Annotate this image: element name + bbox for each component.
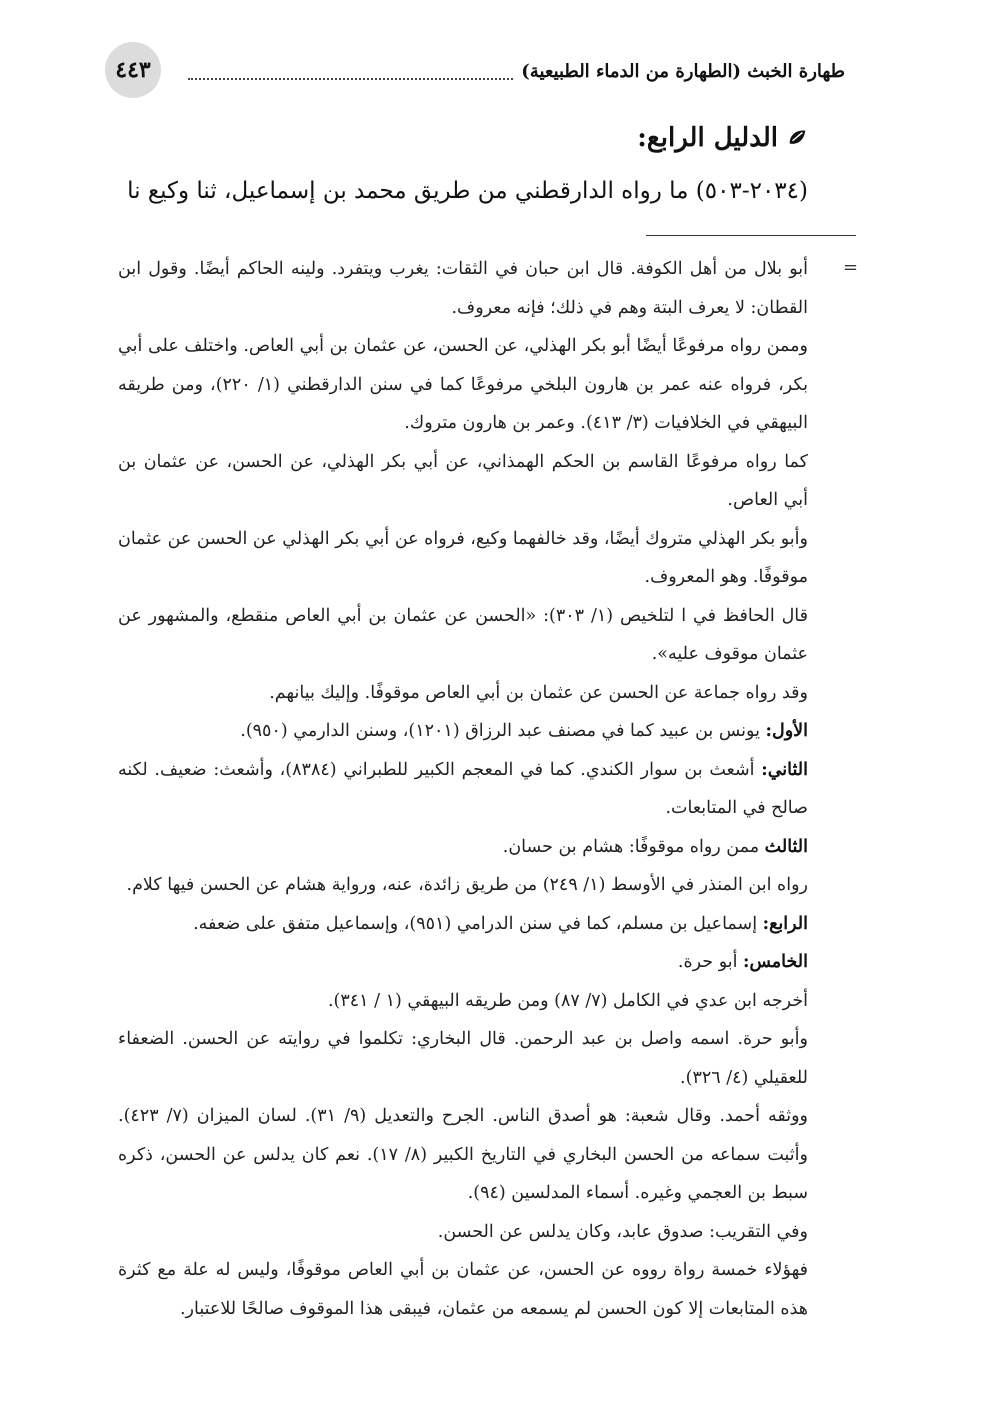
paragraph-text: فهؤلاء خمسة رواة رووه عن الحسن، عن عثمان بن أبي العاص موقوفًا، وليس له علة مع كثرة هذه المتابعات إلا كون الحسن لم يسمعه من عثمان، فيبقى هذا الموقوف صالحًا للاعتبار. <box>118 1260 808 1319</box>
footnote-paragraph <box>118 1020 808 1097</box>
footnote-paragraph <box>118 866 808 905</box>
footnote-paragraph <box>118 1251 808 1328</box>
footnote-paragraph <box>118 905 808 944</box>
paragraph-label: الثاني: <box>761 759 808 780</box>
continuation-mark: = <box>843 257 859 278</box>
paragraph-text: أشعث بن سوار الكندي. كما في المعجم الكبير للطبراني (٨٣٨٤)، وأشعث: ضعيف. لكنه صالح في المتابعات. <box>118 759 808 818</box>
footnote-paragraph <box>118 674 808 713</box>
paragraph-text: ممن رواه موقوفًا: هشام بن حسان. <box>502 836 765 857</box>
paragraph-text: إسماعيل بن مسلم، كما في سنن الدرامي (٩٥١)، وإسماعيل متفق على ضعفه. <box>193 913 763 934</box>
paragraph-label: الرابع: <box>762 913 808 934</box>
footnote-separator <box>646 235 856 236</box>
footnote-paragraph <box>118 1097 808 1213</box>
paragraph-text: ووثقه أحمد. وقال شعبة: هو أصدق الناس. الجرح والتعديل (٩/ ٣١). لسان الميزان (٧/ ٤٢٣). وأثبت سماعه من الحسن البخاري في التاريخ الكبير (٨/ ١٧). نعم كان يدلس عن الحسن، ذكره سبط بن العجمي وغيره. أسماء المدلسين (٩٤). <box>118 1106 808 1203</box>
paragraph-label: الثالث <box>764 836 808 857</box>
footnote-paragraph <box>118 982 808 1021</box>
dotted-leader <box>188 62 513 80</box>
page-header <box>105 42 845 98</box>
paragraph-text: وأبو حرة. اسمه واصل بن عبد الرحمن. قال البخاري: تكلموا في روايته عن الحسن. الضعفاء للعقيلي (٤/ ٣٢٦). <box>118 1029 808 1088</box>
paragraph-label: الأول: <box>765 721 808 741</box>
footnote-body <box>118 250 808 1328</box>
section-heading-text: الدليل الرابع: <box>637 123 778 153</box>
running-head <box>180 56 845 86</box>
paragraph-text: وممن رواه مرفوعًا أيضًا أبو بكر الهذلي، عن الحسن، عن عثمان بن أبي العاص. واختلف على أبي بكر، فرواه عنه عمر بن هارون البلخي مرفوعًا كما في سنن الدارقطني (١/ ٢٢٠)، ومن طريقه البيهقي في الخلافيات (٣/ ٤١٣). وعمر بن هارون متروك. <box>118 336 809 433</box>
paragraph-text: وفي التقريب: صدوق عابد، وكان يدلس عن الحسن. <box>437 1221 808 1242</box>
footnote-paragraph <box>118 520 808 597</box>
footnote-paragraph <box>118 712 808 751</box>
footnote-paragraph <box>118 327 808 443</box>
paragraph-text: يونس بن عبيد كما في مصنف عبد الرزاق (١٢٠١)، وسنن الدارمي (٩٥٠). <box>240 721 766 741</box>
main-text-line: (٢٠٣٤-٥٠٣) ما رواه الدارقطني من طريق محمد بن إسماعيل، ثنا وكيع نا <box>127 178 808 204</box>
leaf-ornament-icon <box>786 127 808 149</box>
paragraph-text: وأبو بكر الهذلي متروك أيضًا، وقد خالفهما وكيع، فرواه عن أبي بكر الهذلي عن الحسن عن عثمان موقوفًا. وهو المعروف. <box>118 528 808 587</box>
paragraph-text: رواه ابن المنذر في الأوسط (١/ ٢٤٩) من طريق زائدة، عنه، ورواية هشام عن الحسن فيها كلام. <box>126 875 808 895</box>
footnote-paragraph <box>118 1213 808 1252</box>
paragraph-text: أخرجه ابن عدي في الكامل (٧/ ٨٧) ومن طريقه البيهقي (١ / ٣٤١). <box>327 990 808 1011</box>
footnote-paragraph <box>118 250 808 327</box>
paragraph-text: قال الحافظ في ا لتلخيص (١/ ٣٠٣): «الحسن عن عثمان بن أبي العاص منقطع، والمشهور عن عثمان موقوف عليه». <box>118 605 808 664</box>
paragraph-text: كما رواه مرفوعًا القاسم بن الحكم الهمذاني، عن أبي بكر الهذلي، عن الحسن، عن عثمان بن أبي العاص. <box>118 451 808 510</box>
paragraph-text: أبو حرة. <box>677 952 744 972</box>
footnote-paragraph <box>118 597 808 674</box>
footnote-paragraph <box>118 943 808 982</box>
footnote-paragraph <box>118 751 808 828</box>
footnote-paragraph <box>118 828 808 867</box>
section-heading <box>637 123 808 153</box>
page-number: ٤٤٣ <box>105 42 161 98</box>
running-title: طهارة الخبث (الطهارة من الدماء الطبيعية) <box>521 60 845 82</box>
paragraph-text: أبو بلال من أهل الكوفة. قال ابن حبان في الثقات: يغرب ويتفرد. ولينه الحاكم أيضًا. وقول ابن القطان: لا يعرف البتة وهم في ذلك؛ فإنه معروف. <box>118 259 808 318</box>
footnote-paragraph <box>118 443 808 520</box>
paragraph-text: وقد رواه جماعة عن الحسن عن عثمان بن أبي العاص موقوفًا. وإليك بيانهم. <box>269 682 808 703</box>
paragraph-label: الخامس: <box>743 952 808 972</box>
